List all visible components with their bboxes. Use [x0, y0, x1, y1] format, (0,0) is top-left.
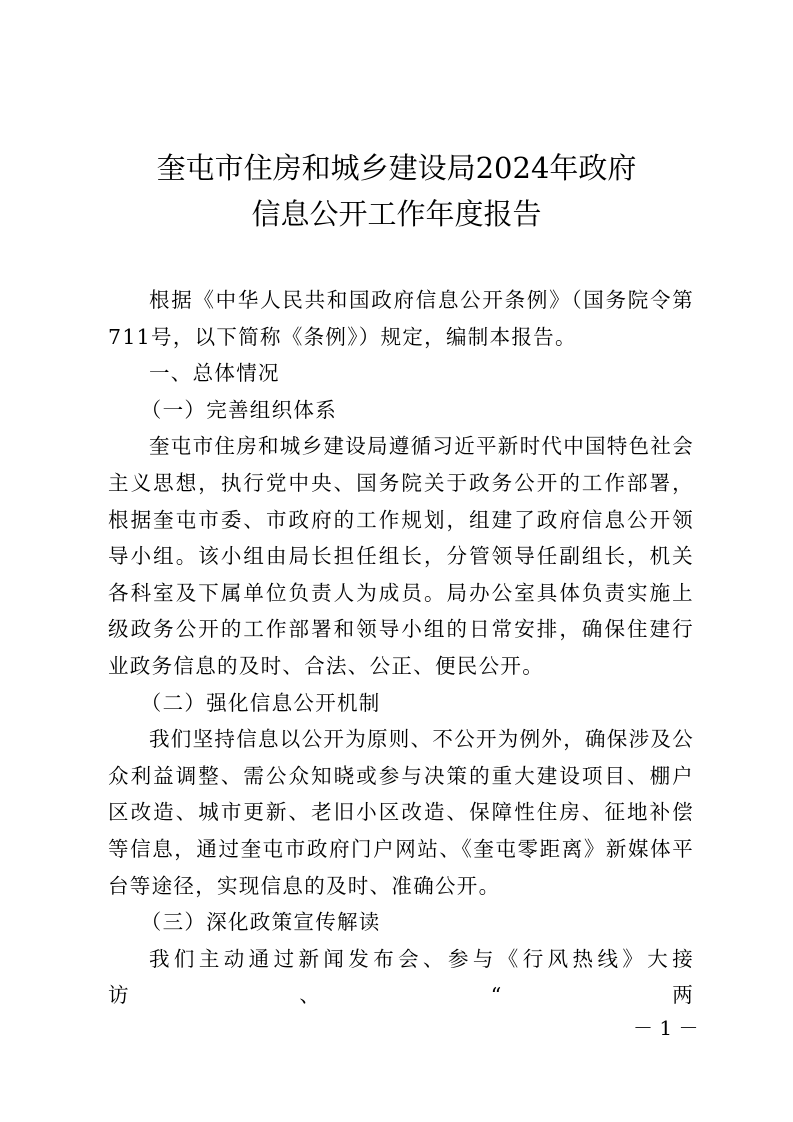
paragraph-organization: 奎屯市住房和城乡建设局遵循习近平新时代中国特色社会主义思想，执行党中央、国务院关于政务公开的工作部署，根据奎屯市委、市政府的工作规划，组建了政府信息公开领导小组。该小组由局长担任组长，分管领导任副组长，机关各科室及下属单位负责人为成员。局办公室具体负责实施上级政务公开的工作部署和领导小组的日常安排，确保住建行业政务信息的及时、合法、公正、便民公开。 [108, 434, 694, 678]
paragraph-policy-interpretation: 我们主动通过新闻发布会、参与《行风热线》大接访、“两 [108, 946, 694, 1008]
subsection-heading-organization: （一）完善组织体系 [140, 397, 337, 422]
intro-line-1: 根据《中华人民共和国政府信息公开条例》（国务院令第 [149, 288, 694, 312]
report-title-line-2: 信息公开工作年度报告 [251, 197, 542, 231]
section-heading-overview: 一、总体情况 [149, 361, 280, 386]
page-number: － 1 － [633, 1016, 699, 1040]
subsection-heading-policy-interpretation: （三）深化政策宣传解读 [140, 910, 381, 935]
report-title-line-1: 奎屯市住房和城乡建设局2024年政府 [156, 151, 637, 185]
paragraph-mechanism: 我们坚持信息以公开为原则、不公开为例外，确保涉及公众利益调整、需公众知晓或参与决策的重大建设项目、棚户区改造、城市更新、老旧小区改造、保障性住房、征地补偿等信息，通过奎屯市政府门户网站、《奎屯零距离》新媒体平台等途径，实现信息的及时、准确公开。 [108, 727, 694, 898]
report-body [108, 282, 694, 1014]
intro-line-2: 711号，以下简称《条例》）规定，编制本报告。 [108, 324, 577, 349]
subsection-heading-mechanism: （二）强化信息公开机制 [140, 690, 381, 715]
